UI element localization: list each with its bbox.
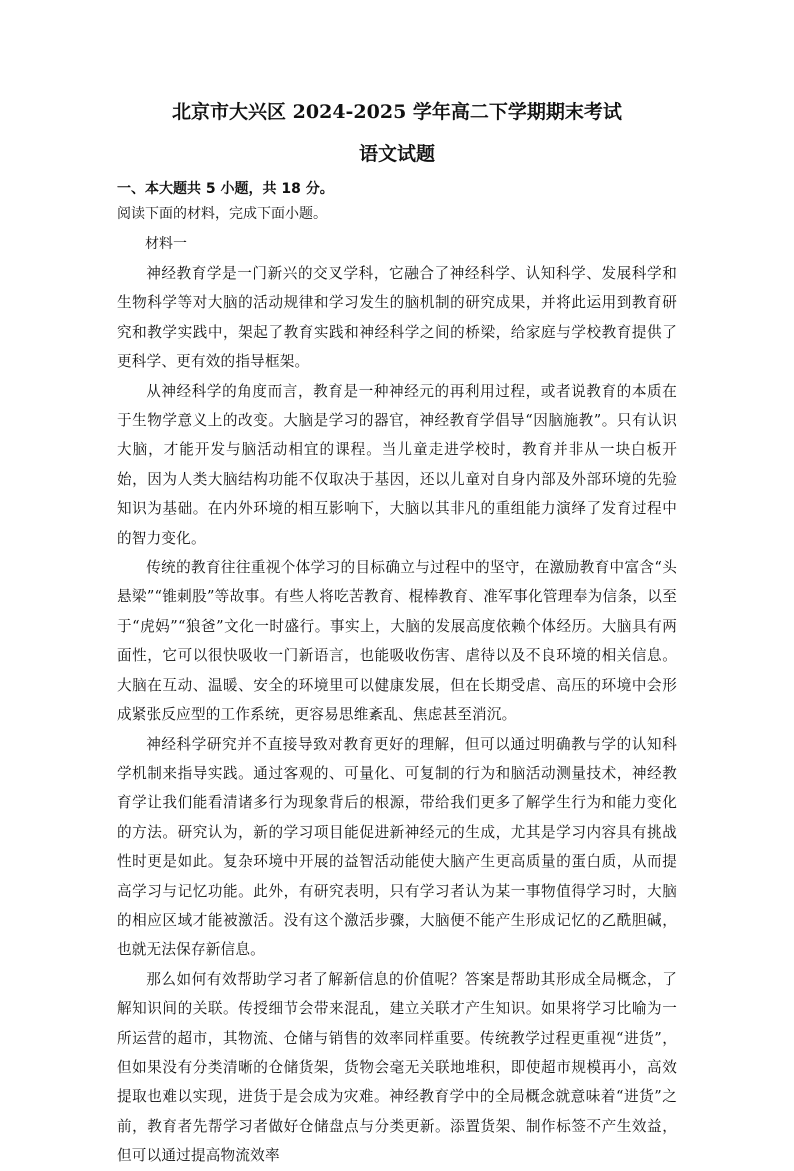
passage-paragraph-5: 那么如何有效帮助学习者了解新信息的价值呢？答案是帮助其形成全局概念，了解知识间的关联。传授细节会带来混乱，建立关联才产生知识。如果将学习比喻为一所运营的超市，其物流、仓储与销售的效率同样重要。传统教学过程更重视“进货”，但如果没有分类清晰的仓储货架，货物会毫无关联地堆积，即使超市规模再小，高效提取也难以实现，进货于是会成为灾难。神经教育学中的全局概念就意味着“进货”之前，教育者先帮学习者做好仓储盘点与分类更新。添置货架、制作标签不产生效益，但可以通过提高物流效率 [117,970,677,1165]
material-label: 材料一 [145,236,187,252]
section-heading: 一、本大题共 5 小题，共 18 分。 [117,181,334,197]
exam-title: 北京市大兴区 2024-2025 学年高二下学期期末考试 [172,101,622,123]
passage-paragraph-1: 神经教育学是一门新兴的交叉学科，它融合了神经科学、认知科学、发展科学和生物科学等对大脑的活动规律和学习发生的脑机制的研究成果，并将此运用到教育研究和教学实践中，架起了教育实践和神经科学之间的桥梁，给家庭与学校教育提供了更科学、更有效的指导框架。 [117,265,677,371]
passage-body [117,259,677,1171]
passage-paragraph-4: 神经科学研究并不直接导致对教育更好的理解，但可以通过明确教与学的认知科学机制来指导实践。通过客观的、可量化、可复制的行为和脑活动测量技术，神经教育学让我们能看清诸多行为现象背后的根源，带给我们更多了解学生行为和能力变化的方法。研究认为，新的学习项目能促进新神经元的生成，尤其是学习内容具有挑战性时更是如此。复杂环境中开展的益智活动能使大脑产生更高质量的蛋白质，从而提高学习与记忆功能。此外，有研究表明，只有学习者认为某一事物值得学习时，大脑的相应区域才能被激活。没有这个激活步骤，大脑便不能产生形成记忆的乙酰胆碱，也就无法保存新信息。 [117,735,677,959]
reading-instruction: 阅读下面的材料，完成下面小题。 [117,206,327,222]
passage-paragraph-3: 传统的教育往往重视个体学习的目标确立与过程中的坚守，在激励教育中富含“头悬梁”“锥刺股”等故事。有些人将吃苦教育、棍棒教育、准军事化管理奉为信条，以至于“虎妈”“狼爸”文化一时盛行。事实上，大脑的发展高度依赖个体经历。大脑具有两面性，它可以很快吸收一门新语言，也能吸收伤害、虐待以及不良环境的相关信息。大脑在互动、温暖、安全的环境里可以健康发展，但在长期受虐、高压的环境中会形成紧张反应型的工作系统，更容易思维紊乱、焦虑甚至消沉。 [117,559,677,724]
exam-subtitle: 语文试题 [358,143,435,165]
passage-paragraph-2: 从神经科学的角度而言，教育是一种神经元的再利用过程，或者说教育的本质在于生物学意义上的改变。大脑是学习的器官，神经教育学倡导“因脑施教”。只有认识大脑，才能开发与脑活动相宜的课程。当儿童走进学校时，教育并非从一块白板开始，因为人类大脑结构功能不仅取决于基因，还以儿童对自身内部及外部环境的先验知识为基础。在内外环境的相互影响下，大脑以其非凡的重组能力演绎了发育过程中的智力变化。 [117,382,677,547]
